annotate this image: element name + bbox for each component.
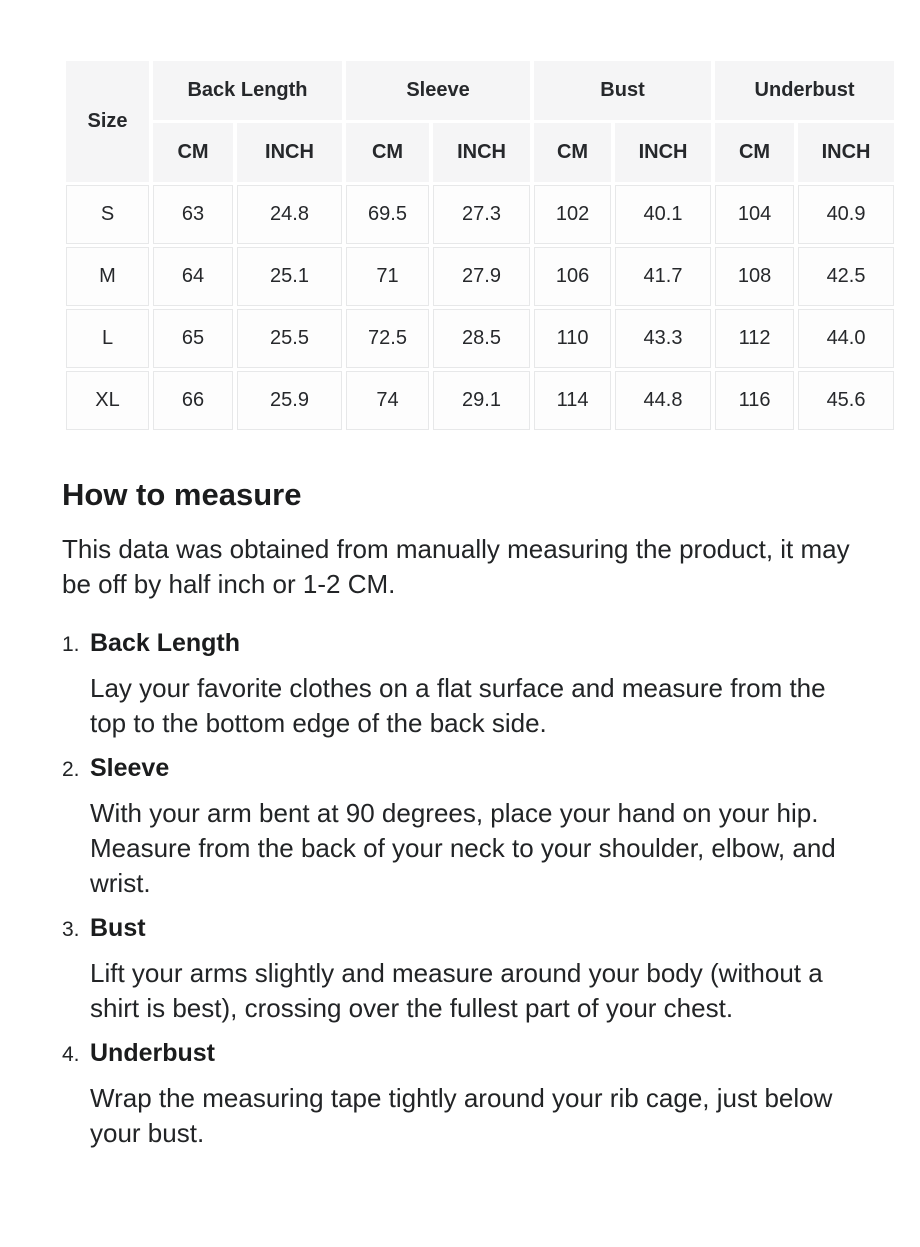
step-title: Underbust bbox=[90, 1039, 215, 1067]
value-cell: 27.9 bbox=[433, 247, 530, 306]
value-cell: 104 bbox=[715, 185, 794, 244]
step-body bbox=[90, 751, 858, 901]
size-cell: S bbox=[66, 185, 149, 244]
value-cell: 29.1 bbox=[433, 371, 530, 430]
group-header-back-length: Back Length bbox=[153, 61, 342, 120]
step-item-bust bbox=[62, 911, 858, 1026]
group-header-bust: Bust bbox=[534, 61, 711, 120]
unit-header: INCH bbox=[798, 123, 894, 182]
value-cell: 25.9 bbox=[237, 371, 342, 430]
value-cell: 71 bbox=[346, 247, 429, 306]
value-cell: 45.6 bbox=[798, 371, 894, 430]
step-body bbox=[90, 911, 858, 1026]
step-body bbox=[90, 626, 858, 741]
step-number: 4. bbox=[62, 1043, 80, 1066]
value-cell: 106 bbox=[534, 247, 611, 306]
step-description: With your arm bent at 90 degrees, place your hand on your hip. Measure from the back of your neck to your shoulder, elbow, and wrist. bbox=[90, 798, 836, 898]
value-cell: 42.5 bbox=[798, 247, 894, 306]
table-row-size-l bbox=[66, 309, 894, 368]
value-cell: 40.1 bbox=[615, 185, 711, 244]
unit-header: CM bbox=[715, 123, 794, 182]
step-item-sleeve bbox=[62, 751, 858, 901]
step-number: 3. bbox=[62, 918, 80, 941]
step-description: Lift your arms slightly and measure around your body (without a shirt is best), crossing over the fullest part of your chest. bbox=[90, 958, 823, 1023]
value-cell: 69.5 bbox=[346, 185, 429, 244]
unit-header: CM bbox=[153, 123, 233, 182]
group-header-sleeve: Sleeve bbox=[346, 61, 530, 120]
value-cell: 63 bbox=[153, 185, 233, 244]
value-cell: 28.5 bbox=[433, 309, 530, 368]
step-body bbox=[90, 1036, 858, 1151]
table-unit-header-row bbox=[66, 123, 894, 182]
group-header-underbust: Underbust bbox=[715, 61, 894, 120]
unit-header: CM bbox=[346, 123, 429, 182]
size-cell: L bbox=[66, 309, 149, 368]
value-cell: 114 bbox=[534, 371, 611, 430]
unit-header: INCH bbox=[615, 123, 711, 182]
value-cell: 110 bbox=[534, 309, 611, 368]
size-column-header: Size bbox=[66, 61, 149, 182]
value-cell: 65 bbox=[153, 309, 233, 368]
step-description: Lay your favorite clothes on a flat surface and measure from the top to the bottom edge of the back side. bbox=[90, 673, 826, 738]
size-cell: XL bbox=[66, 371, 149, 430]
value-cell: 40.9 bbox=[798, 185, 894, 244]
step-title: Back Length bbox=[90, 629, 241, 657]
value-cell: 24.8 bbox=[237, 185, 342, 244]
value-cell: 108 bbox=[715, 247, 794, 306]
value-cell: 102 bbox=[534, 185, 611, 244]
step-item-underbust bbox=[62, 1036, 858, 1151]
value-cell: 74 bbox=[346, 371, 429, 430]
size-chart-table bbox=[62, 58, 898, 433]
step-item-back-length bbox=[62, 626, 858, 741]
unit-header: INCH bbox=[237, 123, 342, 182]
value-cell: 44.8 bbox=[615, 371, 711, 430]
measure-steps-list bbox=[62, 626, 858, 1151]
table-row-size-s bbox=[66, 185, 894, 244]
value-cell: 72.5 bbox=[346, 309, 429, 368]
how-to-measure-heading: How to measure bbox=[62, 477, 302, 512]
value-cell: 25.5 bbox=[237, 309, 342, 368]
value-cell: 116 bbox=[715, 371, 794, 430]
size-cell: M bbox=[66, 247, 149, 306]
step-title: Bust bbox=[90, 914, 146, 942]
value-cell: 25.1 bbox=[237, 247, 342, 306]
unit-header: INCH bbox=[433, 123, 530, 182]
table-row-size-xl bbox=[66, 371, 894, 430]
table-group-header-row bbox=[66, 61, 894, 120]
table-row-size-m bbox=[66, 247, 894, 306]
value-cell: 41.7 bbox=[615, 247, 711, 306]
intro-paragraph: This data was obtained from manually measuring the product, it may be off by half inch or 1-2 CM. bbox=[62, 534, 850, 599]
value-cell: 66 bbox=[153, 371, 233, 430]
value-cell: 112 bbox=[715, 309, 794, 368]
value-cell: 44.0 bbox=[798, 309, 894, 368]
value-cell: 64 bbox=[153, 247, 233, 306]
step-number: 1. bbox=[62, 633, 80, 656]
unit-header: CM bbox=[534, 123, 611, 182]
step-description: Wrap the measuring tape tightly around your rib cage, just below your bust. bbox=[90, 1083, 833, 1148]
step-title: Sleeve bbox=[90, 754, 170, 782]
value-cell: 27.3 bbox=[433, 185, 530, 244]
value-cell: 43.3 bbox=[615, 309, 711, 368]
step-number: 2. bbox=[62, 758, 80, 781]
